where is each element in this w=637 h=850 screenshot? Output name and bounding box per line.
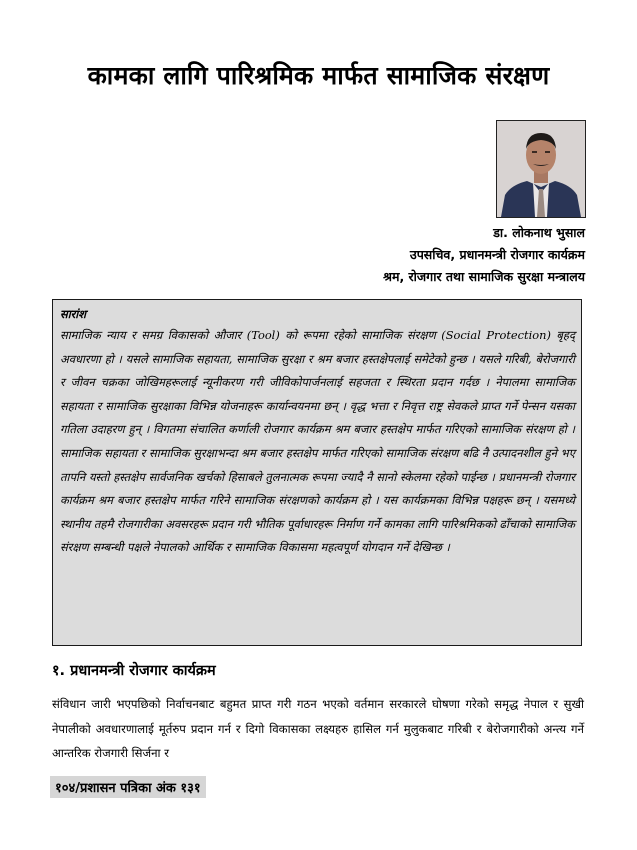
abstract-box — [52, 299, 582, 646]
author-portrait-image — [497, 121, 585, 217]
section-heading: १. प्रधानमन्त्री रोजगार कार्यक्रम — [52, 663, 216, 679]
section-paragraph: संविधान जारी भएपछिको निर्वाचनबाट बहुमत प्राप्त गरी गठन भएको वर्तमान सरकारले घोषणा गरेको समृद्ध नेपाल र सुखी नेपालीको अवधारणालाई मूर्तरुप प्रदान गर्न र दिगो विकासका लक्ष्यहरु हासिल गर्न मुलुकबाट गरिबी र बेरोजगारीको अन्त्य गर्ने आन्तरिक रोजगारी सिर्जना र — [52, 697, 584, 760]
author-organization: श्रम, रोजगार तथा सामाजिक सुरक्षा मन्त्रालय — [383, 269, 585, 284]
author-name: डा. लोकनाथ भुसाल — [493, 225, 585, 240]
author-position: उपसचिव, प्रधानमन्त्री रोजगार कार्यक्रम — [409, 247, 585, 262]
abstract-text: सामाजिक न्याय र समग्र विकासको औजार (Tool) को रूपमा रहेको सामाजिक संरक्षण (Social Protection) बृहद् अवधारणा हो । यसले सामाजिक सहायता, सामाजिक सुरक्षा र श्रम बजार हस्तक्षेपलाई समेटेको हुन्छ । यसले गरिबी, बेरोजगारी र जीवन चक्रका जोखिमहरूलाई न्यूनीकरण गरी जीविकोपार्जनलाई सहजता र स्थिरता प्रदान गर्दछ । नेपालमा सामाजिक सहायता र सामाजिक सुरक्षाका विभिन्न योजनाहरू कार्यान्वयनमा छन् । वृद्ध भत्ता र निवृत्त राष्ट्र सेवकले प्राप्त गर्ने पेन्सन यसका गतिला उदाहरण हुन् । विगतमा संचालित कर्णाली रोजगार कार्यक्रम श्रम बजार हस्तक्षेप मार्फत गरिएको सामाजिक संरक्षण हो । सामाजिक सहायता र सामाजिक सुरक्षाभन्दा श्रम बजार हस्तक्षेप मार्फत गरिएको सामाजिक संरक्षण बढि नै उत्पादनशील हुने भए तापनि यस्तो हस्तक्षेप सार्वजनिक खर्चको हिसाबले तुलनात्मक रूपमा ज्यादै नै सानो स्केलमा रहेको पाईन्छ । प्रधानमन्त्री रोजगार कार्यक्रम श्रम बजार हस्तक्षेप मार्फत गरिने सामाजिक संरक्षणको कार्यक्रम हो । यस कार्यक्रमका विभिन्न पक्षहरू छन् । यसमध्ये स्थानीय तहमै रोजगारीका अवसरहरू प्रदान गरी भौतिक पूर्वाधारहरू निर्माण गर्ने कामका लागि पारिश्रमिकको ढाँचाको सामाजिक संरक्षण सम्बन्धी पक्षले नेपालको आर्थिक र सामाजिक विकासमा महत्वपूर्ण योगदान गर्ने देखिन्छ । — [60, 328, 575, 555]
author-photo — [496, 120, 586, 218]
article-title: कामका लागि पारिश्रमिक मार्फत सामाजिक संरक्षण — [87, 61, 550, 90]
abstract-heading: सारांश — [60, 307, 87, 321]
page-footer: १०४/प्रशासन पत्रिका अंक १३१ — [50, 776, 206, 798]
author-block — [383, 222, 585, 288]
